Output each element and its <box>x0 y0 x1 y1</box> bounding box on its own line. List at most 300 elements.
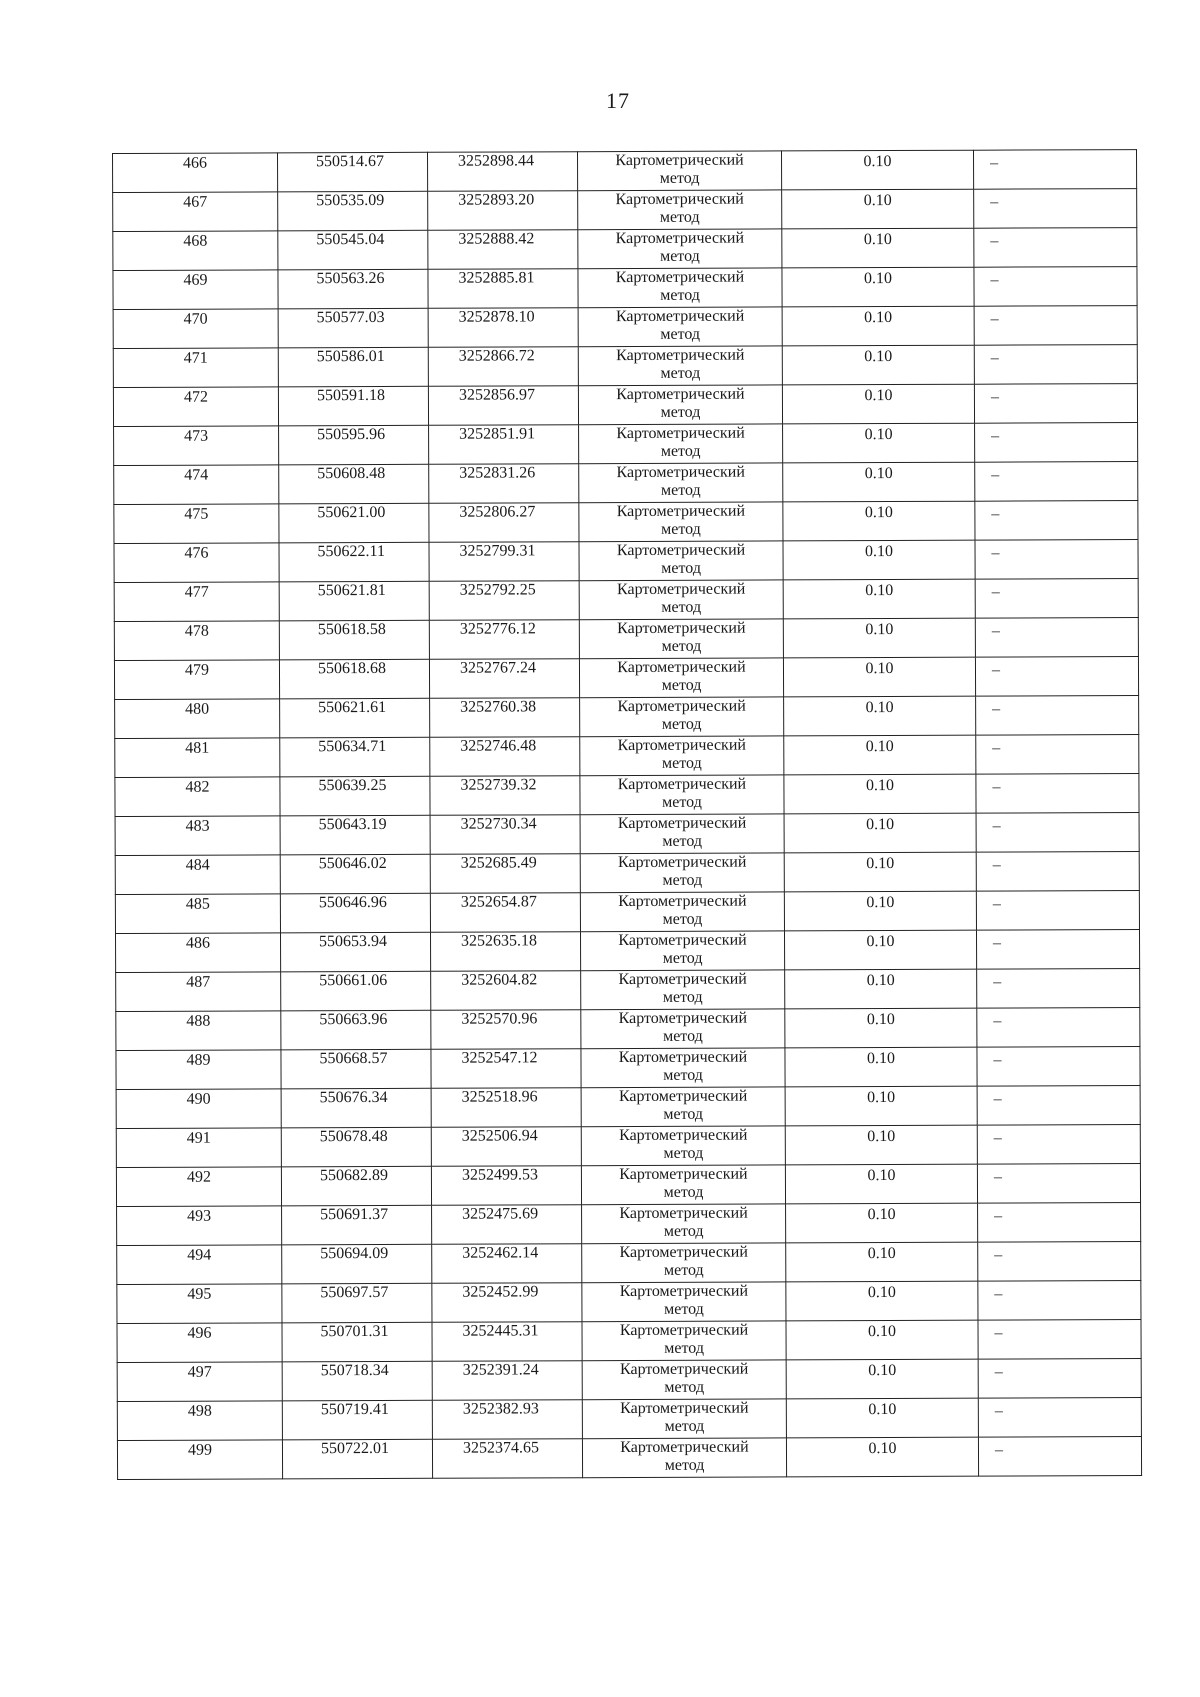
method-line1: Картометрический <box>616 424 745 443</box>
note-cell: – <box>977 969 1140 1009</box>
method-line1: Картометрический <box>618 970 747 989</box>
y-coordinate-cell: 3252898.44 <box>427 152 577 192</box>
method-line1: Картометрический <box>619 1360 749 1379</box>
accuracy-cell: 0.10 <box>785 1008 977 1048</box>
y-coordinate-cell: 3252506.94 <box>431 1127 581 1167</box>
accuracy-cell: 0.10 <box>785 1164 977 1204</box>
accuracy-cell: 0.10 <box>785 969 977 1009</box>
accuracy-cell: 0.10 <box>782 189 974 229</box>
method-line2: метод <box>662 871 703 889</box>
y-coordinate-cell: 3252730.34 <box>430 815 580 855</box>
x-coordinate-cell: 550514.67 <box>278 152 428 192</box>
y-coordinate-cell: 3252866.72 <box>428 347 578 387</box>
point-number-cell: 484 <box>115 855 280 895</box>
x-coordinate-cell: 550621.61 <box>280 698 430 738</box>
method-line1: Картометрический <box>620 1438 749 1457</box>
y-coordinate-cell: 3252767.24 <box>429 659 579 699</box>
accuracy-cell: 0.10 <box>784 852 976 892</box>
method-line2: метод <box>661 559 701 577</box>
accuracy-cell: 0.10 <box>784 813 976 853</box>
point-number-cell: 473 <box>114 426 279 466</box>
table-row <box>114 657 1138 700</box>
method-line1: Картометрический <box>619 1204 748 1223</box>
x-coordinate-cell: 550563.26 <box>278 269 428 309</box>
method-line2: метод <box>663 1027 703 1045</box>
y-coordinate-cell: 3252654.87 <box>430 893 580 933</box>
point-number-cell: 493 <box>117 1206 282 1246</box>
table-row <box>115 735 1139 778</box>
method-cell <box>579 463 783 503</box>
accuracy-cell: 0.10 <box>786 1437 978 1477</box>
method-cell <box>582 1360 786 1400</box>
accuracy-cell: 0.10 <box>784 696 976 736</box>
point-number-cell: 475 <box>114 504 279 544</box>
method-line1: Картометрический <box>616 580 746 599</box>
note-cell: – <box>974 306 1137 346</box>
method-cell <box>578 190 782 230</box>
accuracy-cell: 0.10 <box>783 540 975 580</box>
method-line1: Картометрический <box>618 853 747 872</box>
x-coordinate-cell: 550634.71 <box>280 737 430 777</box>
method-line1: Картометрический <box>620 1399 749 1418</box>
y-coordinate-cell: 3252475.69 <box>432 1205 582 1245</box>
method-line1: Картометрический <box>617 697 746 716</box>
point-number-cell: 468 <box>113 231 278 271</box>
point-number-cell: 487 <box>116 972 281 1012</box>
accuracy-cell: 0.10 <box>786 1242 978 1282</box>
note-cell: – <box>974 345 1137 385</box>
point-number-cell: 481 <box>115 738 280 778</box>
method-cell <box>580 931 784 971</box>
method-line2: метод <box>661 637 702 655</box>
method-line2: метод <box>663 1222 704 1240</box>
table-row <box>117 1437 1141 1480</box>
point-number-cell: 480 <box>115 699 280 739</box>
point-number-cell: 466 <box>113 153 278 193</box>
y-coordinate-cell: 3252760.38 <box>430 698 580 738</box>
point-number-cell: 472 <box>113 387 278 427</box>
point-number-cell: 492 <box>116 1167 281 1207</box>
table-row <box>114 423 1138 466</box>
x-coordinate-cell: 550646.96 <box>280 893 430 933</box>
accuracy-cell: 0.10 <box>782 384 974 424</box>
method-cell <box>579 502 783 542</box>
note-cell: – <box>975 462 1138 502</box>
x-coordinate-cell: 550663.96 <box>281 1010 431 1050</box>
method-line1: Картометрический <box>615 190 744 209</box>
note-cell: – <box>976 930 1139 970</box>
coordinates-table <box>112 149 1142 1480</box>
method-line2: метод <box>664 1300 704 1318</box>
method-line2: метод <box>660 442 701 460</box>
accuracy-cell: 0.10 <box>785 1086 977 1126</box>
method-cell <box>579 658 783 698</box>
y-coordinate-cell: 3252374.65 <box>432 1439 582 1479</box>
note-cell: – <box>973 150 1136 190</box>
method-line1: Картометрический <box>618 892 747 911</box>
accuracy-cell: 0.10 <box>786 1398 978 1438</box>
accuracy-cell: 0.10 <box>783 462 975 502</box>
point-number-cell: 483 <box>115 816 280 856</box>
note-cell: – <box>974 267 1137 307</box>
x-coordinate-cell: 550701.31 <box>282 1322 432 1362</box>
method-line2: метод <box>662 949 703 967</box>
x-coordinate-cell: 550719.41 <box>282 1400 432 1440</box>
y-coordinate-cell: 3252893.20 <box>428 191 578 231</box>
method-line2: метод <box>663 1144 704 1162</box>
table-row <box>116 1125 1140 1168</box>
x-coordinate-cell: 550621.00 <box>279 503 429 543</box>
x-coordinate-cell: 550722.01 <box>282 1439 432 1479</box>
method-line1: Картометрический <box>618 1048 748 1067</box>
accuracy-cell: 0.10 <box>782 267 974 307</box>
method-cell <box>579 424 783 464</box>
x-coordinate-cell: 550676.34 <box>281 1088 431 1128</box>
point-number-cell: 479 <box>114 660 279 700</box>
method-cell <box>581 1048 785 1088</box>
x-coordinate-cell: 550622.11 <box>279 542 429 582</box>
y-coordinate-cell: 3252888.42 <box>428 230 578 270</box>
method-line2: метод <box>659 169 700 187</box>
x-coordinate-cell: 550577.03 <box>278 308 428 348</box>
point-number-cell: 496 <box>117 1323 282 1363</box>
y-coordinate-cell: 3252885.81 <box>428 269 578 309</box>
method-line1: Картометрический <box>615 268 745 287</box>
note-cell: – <box>976 774 1139 814</box>
note-cell: – <box>978 1398 1141 1438</box>
x-coordinate-cell: 550653.94 <box>280 932 430 972</box>
accuracy-cell: 0.10 <box>781 150 973 190</box>
method-line1: Картометрический <box>615 151 744 170</box>
y-coordinate-cell: 3252851.91 <box>429 425 579 465</box>
x-coordinate-cell: 550643.19 <box>280 815 430 855</box>
accuracy-cell: 0.10 <box>784 891 976 931</box>
table-row <box>113 306 1137 349</box>
table-row <box>114 462 1138 505</box>
y-coordinate-cell: 3252382.93 <box>432 1400 582 1440</box>
method-cell <box>581 1165 785 1205</box>
accuracy-cell: 0.10 <box>783 579 975 619</box>
note-cell: – <box>978 1359 1141 1399</box>
table-row <box>117 1281 1141 1324</box>
table-row <box>115 696 1139 739</box>
accuracy-cell: 0.10 <box>783 501 975 541</box>
method-line1: Картометрический <box>619 1321 749 1340</box>
method-cell <box>581 970 785 1010</box>
method-cell <box>579 619 783 659</box>
table-row <box>113 267 1137 310</box>
x-coordinate-cell: 550646.02 <box>280 854 430 894</box>
method-line2: метод <box>661 715 702 733</box>
note-cell: – <box>976 891 1139 931</box>
note-cell: – <box>977 1125 1140 1165</box>
note-cell: – <box>976 813 1139 853</box>
point-number-cell: 485 <box>115 894 280 934</box>
method-line2: метод <box>662 988 703 1006</box>
method-line2: метод <box>663 1261 704 1279</box>
y-coordinate-cell: 3252635.18 <box>430 932 580 972</box>
method-line2: метод <box>660 325 701 343</box>
y-coordinate-cell: 3252445.31 <box>432 1322 582 1362</box>
table-row <box>115 813 1139 856</box>
method-line2: метод <box>664 1417 705 1435</box>
note-cell: – <box>978 1203 1141 1243</box>
coordinates-table-body <box>113 150 1142 1480</box>
note-cell: – <box>977 1164 1140 1204</box>
note-cell: – <box>977 1047 1140 1087</box>
x-coordinate-cell: 550718.34 <box>282 1361 432 1401</box>
x-coordinate-cell: 550591.18 <box>278 386 428 426</box>
method-line2: метод <box>660 364 701 382</box>
table-row <box>113 189 1137 232</box>
x-coordinate-cell: 550682.89 <box>281 1166 431 1206</box>
point-number-cell: 478 <box>114 621 279 661</box>
y-coordinate-cell: 3252739.32 <box>430 776 580 816</box>
accuracy-cell: 0.10 <box>784 774 976 814</box>
point-number-cell: 490 <box>116 1089 281 1129</box>
note-cell: – <box>975 579 1138 619</box>
x-coordinate-cell: 550586.01 <box>278 347 428 387</box>
note-cell: – <box>975 501 1138 541</box>
method-line1: Картометрический <box>619 1243 748 1262</box>
method-line1: Картометрический <box>617 775 747 794</box>
method-cell <box>580 814 784 854</box>
method-line1: Картометрический <box>616 502 746 521</box>
table-row <box>117 1203 1141 1246</box>
method-line1: Картометрический <box>618 931 747 950</box>
x-coordinate-cell: 550668.57 <box>281 1049 431 1089</box>
note-cell: – <box>974 228 1137 268</box>
method-cell <box>580 697 784 737</box>
y-coordinate-cell: 3252547.12 <box>431 1049 581 1089</box>
method-line2: метод <box>663 1183 704 1201</box>
x-coordinate-cell: 550618.68 <box>279 659 429 699</box>
method-line1: Картометрический <box>617 814 747 833</box>
accuracy-cell: 0.10 <box>786 1359 978 1399</box>
method-line2: метод <box>662 832 703 850</box>
point-number-cell: 489 <box>116 1050 281 1090</box>
method-line1: Картометрический <box>615 229 745 248</box>
method-cell <box>582 1204 786 1244</box>
x-coordinate-cell: 550608.48 <box>279 464 429 504</box>
method-cell <box>580 892 784 932</box>
table-row <box>116 969 1140 1012</box>
y-coordinate-cell: 3252499.53 <box>431 1166 581 1206</box>
method-line1: Картометрический <box>616 385 745 404</box>
table-row <box>114 501 1138 544</box>
method-line2: метод <box>661 754 702 772</box>
note-cell: – <box>976 852 1139 892</box>
accuracy-cell: 0.10 <box>784 930 976 970</box>
y-coordinate-cell: 3252452.99 <box>432 1283 582 1323</box>
y-coordinate-cell: 3252776.12 <box>429 620 579 660</box>
method-line2: метод <box>662 793 702 811</box>
y-coordinate-cell: 3252792.25 <box>429 581 579 621</box>
method-line2: метод <box>661 676 702 694</box>
table-row <box>113 345 1137 388</box>
method-line2: метод <box>659 208 700 226</box>
method-cell <box>580 853 784 893</box>
method-cell <box>580 736 784 776</box>
method-cell <box>582 1399 786 1439</box>
method-line2: метод <box>660 481 701 499</box>
point-number-cell: 467 <box>113 192 278 232</box>
table-row <box>114 540 1138 583</box>
y-coordinate-cell: 3252831.26 <box>429 464 579 504</box>
point-number-cell: 499 <box>117 1440 282 1480</box>
method-cell <box>578 268 782 308</box>
y-coordinate-cell: 3252806.27 <box>429 503 579 543</box>
note-cell: – <box>974 384 1137 424</box>
accuracy-cell: 0.10 <box>785 1125 977 1165</box>
method-line1: Картометрический <box>617 619 746 638</box>
table-row <box>113 150 1137 193</box>
method-line2: метод <box>660 286 700 304</box>
table-row <box>115 774 1139 817</box>
method-line2: метод <box>664 1378 705 1396</box>
method-cell <box>577 151 781 191</box>
note-cell: – <box>976 696 1139 736</box>
accuracy-cell: 0.10 <box>783 618 975 658</box>
method-line1: Картометрический <box>616 541 746 560</box>
x-coordinate-cell: 550697.57 <box>282 1283 432 1323</box>
point-number-cell: 471 <box>113 348 278 388</box>
method-cell <box>581 1087 785 1127</box>
accuracy-cell: 0.10 <box>785 1047 977 1087</box>
note-cell: – <box>977 1086 1140 1126</box>
table-row <box>116 1164 1140 1207</box>
method-line1: Картометрический <box>618 1087 748 1106</box>
point-number-cell: 491 <box>116 1128 281 1168</box>
table-row <box>115 930 1139 973</box>
table-row <box>117 1242 1141 1285</box>
x-coordinate-cell: 550535.09 <box>278 191 428 231</box>
method-line1: Картометрический <box>617 658 746 677</box>
y-coordinate-cell: 3252799.31 <box>429 542 579 582</box>
method-cell <box>578 346 782 386</box>
table-row <box>114 618 1138 661</box>
method-cell <box>578 229 782 269</box>
method-line1: Картометрический <box>616 463 745 482</box>
method-line1: Картометрический <box>617 736 746 755</box>
y-coordinate-cell: 3252604.82 <box>431 971 581 1011</box>
note-cell: – <box>975 657 1138 697</box>
table-row <box>114 579 1138 622</box>
note-cell: – <box>974 189 1137 229</box>
method-cell <box>581 1126 785 1166</box>
method-cell <box>582 1243 786 1283</box>
x-coordinate-cell: 550691.37 <box>282 1205 432 1245</box>
method-cell <box>581 1009 785 1049</box>
point-number-cell: 474 <box>114 465 279 505</box>
table-row <box>116 1047 1140 1090</box>
method-line1: Картометрический <box>619 1282 749 1301</box>
table-row <box>115 852 1139 895</box>
method-cell <box>579 580 783 620</box>
note-cell: – <box>975 540 1138 580</box>
x-coordinate-cell: 550595.96 <box>279 425 429 465</box>
method-cell <box>582 1438 786 1478</box>
accuracy-cell: 0.10 <box>783 423 975 463</box>
table-row <box>117 1320 1141 1363</box>
method-cell <box>578 307 782 347</box>
point-number-cell: 470 <box>113 309 278 349</box>
point-number-cell: 477 <box>114 582 279 622</box>
method-line1: Картометрический <box>619 1126 748 1145</box>
accuracy-cell: 0.10 <box>782 228 974 268</box>
note-cell: – <box>978 1437 1141 1477</box>
accuracy-cell: 0.10 <box>786 1203 978 1243</box>
accuracy-cell: 0.10 <box>786 1281 978 1321</box>
method-line2: метод <box>661 520 701 538</box>
method-line2: метод <box>661 598 702 616</box>
table-row <box>113 228 1137 271</box>
x-coordinate-cell: 550621.81 <box>279 581 429 621</box>
y-coordinate-cell: 3252746.48 <box>430 737 580 777</box>
table-row <box>117 1359 1141 1402</box>
note-cell: – <box>975 618 1138 658</box>
note-cell: – <box>978 1320 1141 1360</box>
note-cell: – <box>978 1281 1141 1321</box>
method-line2: метод <box>664 1456 705 1474</box>
x-coordinate-cell: 550639.25 <box>280 776 430 816</box>
point-number-cell: 495 <box>117 1284 282 1324</box>
point-number-cell: 497 <box>117 1362 282 1402</box>
x-coordinate-cell: 550545.04 <box>278 230 428 270</box>
method-cell <box>579 541 783 581</box>
note-cell: – <box>976 735 1139 775</box>
note-cell: – <box>975 423 1138 463</box>
method-cell <box>582 1282 786 1322</box>
accuracy-cell: 0.10 <box>782 345 974 385</box>
table-row <box>116 1086 1140 1129</box>
table-row <box>117 1398 1141 1441</box>
method-line2: метод <box>663 1105 704 1123</box>
method-line1: Картометрический <box>616 346 745 365</box>
method-line2: метод <box>662 910 703 928</box>
method-line2: метод <box>660 403 701 421</box>
accuracy-cell: 0.10 <box>784 735 976 775</box>
point-number-cell: 488 <box>116 1011 281 1051</box>
point-number-cell: 482 <box>115 777 280 817</box>
method-cell <box>582 1321 786 1361</box>
y-coordinate-cell: 3252685.49 <box>430 854 580 894</box>
method-line2: метод <box>660 247 700 265</box>
table-row <box>115 891 1139 934</box>
x-coordinate-cell: 550694.09 <box>282 1244 432 1284</box>
method-line2: метод <box>663 1066 703 1084</box>
point-number-cell: 486 <box>115 933 280 973</box>
method-line1: Картометрический <box>615 307 745 326</box>
accuracy-cell: 0.10 <box>786 1320 978 1360</box>
y-coordinate-cell: 3252878.10 <box>428 308 578 348</box>
y-coordinate-cell: 3252856.97 <box>428 386 578 426</box>
accuracy-cell: 0.10 <box>782 306 974 346</box>
method-line1: Картометрический <box>619 1165 748 1184</box>
table-row <box>113 384 1137 427</box>
y-coordinate-cell: 3252391.24 <box>432 1361 582 1401</box>
y-coordinate-cell: 3252570.96 <box>431 1010 581 1050</box>
method-line1: Картометрический <box>618 1009 748 1028</box>
note-cell: – <box>978 1242 1141 1282</box>
point-number-cell: 469 <box>113 270 278 310</box>
method-line2: метод <box>664 1339 704 1357</box>
page-number: 17 <box>606 88 630 113</box>
y-coordinate-cell: 3252462.14 <box>432 1244 582 1284</box>
x-coordinate-cell: 550618.58 <box>279 620 429 660</box>
method-cell <box>580 775 784 815</box>
point-number-cell: 476 <box>114 543 279 583</box>
